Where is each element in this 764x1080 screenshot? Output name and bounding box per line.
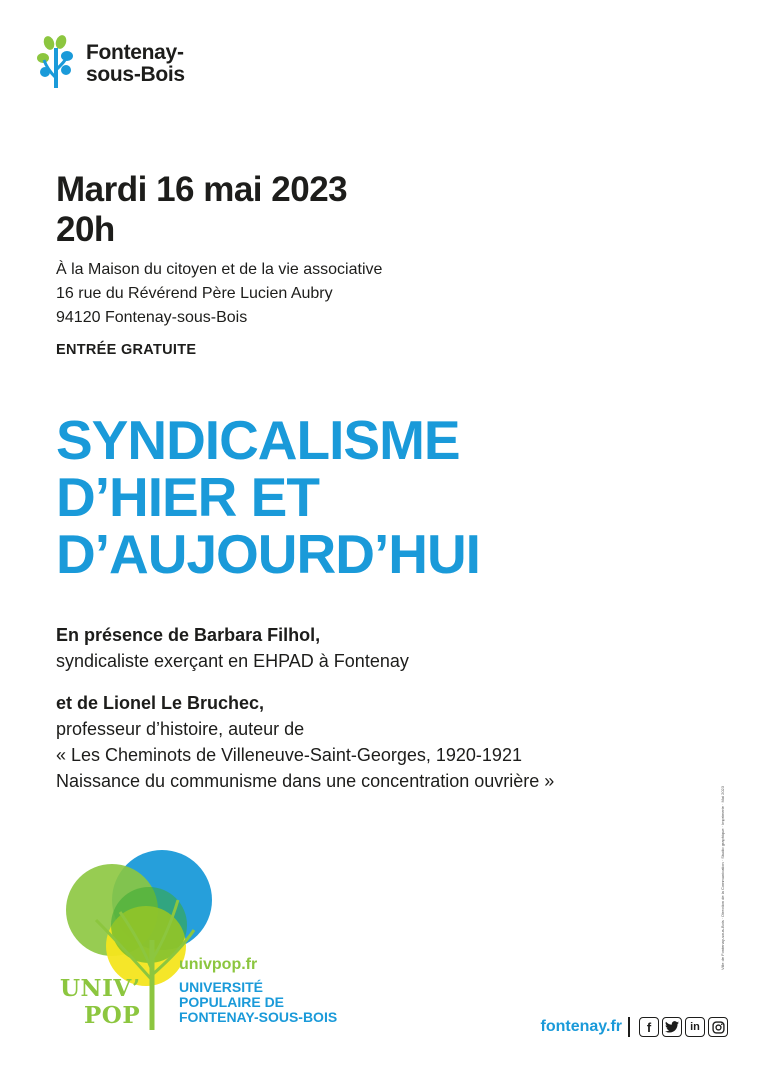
univpop-logo xyxy=(54,850,354,1040)
instagram-icon[interactable] xyxy=(708,1017,728,1037)
book-title-line-1: « Les Cheminots de Villeneuve-Saint-Georges, 1920-1921 xyxy=(56,745,522,765)
book-title-line-2: Naissance du communisme dans une concentration ouvrière » xyxy=(56,771,555,791)
event-title xyxy=(56,409,480,585)
twitter-icon[interactable] xyxy=(662,1017,682,1037)
univpop-site-link[interactable]: univpop.fr xyxy=(179,956,258,973)
logo-line-2: sous-Bois xyxy=(86,63,185,86)
univ-word: UNIV’ xyxy=(60,975,141,1002)
title-line-1: SYNDICALISME xyxy=(56,409,460,471)
univpop-name-line-3: FONTENAY-SOUS-BOIS xyxy=(179,1009,338,1025)
speaker-2-desc: professeur d’histoire, auteur de xyxy=(56,719,305,739)
address-line-2: 16 rue du Révérend Père Lucien Aubry xyxy=(56,285,333,302)
logo-line-1: Fontenay- xyxy=(86,41,184,64)
facebook-glyph: f xyxy=(646,1019,652,1035)
leaf-icon xyxy=(36,34,76,90)
fontenay-site-link[interactable]: fontenay.fr xyxy=(540,1018,622,1035)
twitter-bird-icon xyxy=(665,1021,679,1033)
univpop-name xyxy=(179,980,337,1025)
speaker-1-name: En présence de Barbara Filhol, xyxy=(56,625,321,645)
logo-text xyxy=(86,42,185,86)
speaker-1-desc: syndicaliste exerçant en EHPAD à Fontenay xyxy=(56,651,409,671)
entry-free-label: ENTRÉE GRATUITE xyxy=(56,342,197,358)
footer-divider xyxy=(628,1017,630,1037)
event-address xyxy=(56,258,382,330)
facebook-icon[interactable] xyxy=(639,1017,659,1037)
print-credit xyxy=(720,730,730,970)
pop-word: POP xyxy=(84,1002,141,1029)
univpop-name-line-1: UNIVERSITÉ xyxy=(179,979,264,995)
speaker-2-name: et de Lionel Le Bruchec, xyxy=(56,693,265,713)
title-line-2: D’HIER ET xyxy=(56,466,319,528)
address-line-3: 94120 Fontenay-sous-Bois xyxy=(56,309,248,326)
linkedin-icon[interactable] xyxy=(685,1017,705,1037)
instagram-camera-icon xyxy=(712,1021,725,1034)
print-credit-text: Ville de Fontenay-sous-Bois · Direction de la Communication · Studio graphique · Imprimerie · Mai 2023 xyxy=(720,785,725,970)
footer xyxy=(541,1014,728,1040)
event-date: Mardi 16 mai 2023 xyxy=(56,170,348,209)
speakers xyxy=(56,622,554,794)
linkedin-glyph: in xyxy=(690,1021,700,1033)
event-time: 20h xyxy=(56,210,115,249)
title-line-3: D’AUJOURD’HUI xyxy=(56,523,480,585)
fontenay-logo xyxy=(36,34,236,94)
univpop-name-line-2: POPULAIRE DE xyxy=(179,994,285,1010)
address-line-1: À la Maison du citoyen et de la vie associative xyxy=(56,261,383,278)
